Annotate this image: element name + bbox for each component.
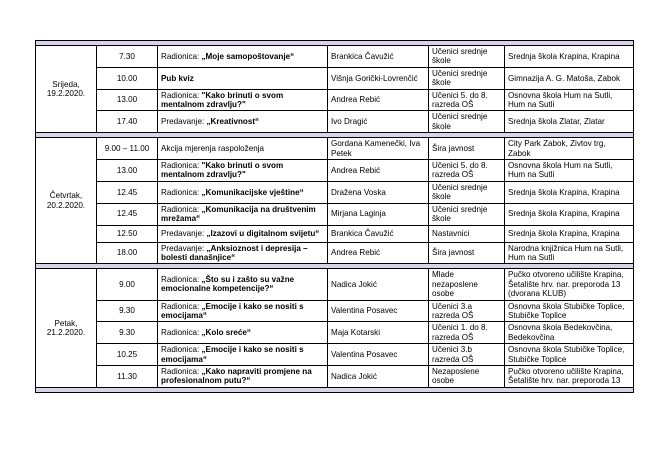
day-date: 20.2.2020. — [46, 200, 86, 210]
time-cell: 12.45 — [97, 203, 158, 225]
schedule-row — [36, 322, 634, 344]
day-label: Četvrtak, — [49, 191, 83, 201]
location-cell: Gimnazija A. G. Matoša, Zabok — [505, 67, 634, 89]
lead-cell: Nadica Jokić — [328, 365, 429, 387]
location-cell: Srednja škola Krapina, Krapina — [505, 181, 634, 203]
location-cell: Narodna knjižnica Hum na Sutli, Hum na Sutli — [505, 242, 634, 264]
audience-cell: Nastavnici — [429, 225, 505, 242]
schedule-table — [35, 40, 634, 393]
event-title: "Kako brinuti o svom mentalnom zdravlju?" — [161, 161, 284, 180]
lead-cell: Brankica Čavužić — [328, 46, 429, 68]
event-cell — [158, 344, 328, 366]
event-type: Radionica: — [161, 275, 202, 285]
event-title: „Kako napraviti promjene na profesionalnom putu?“ — [161, 366, 312, 386]
event-title: "Kako brinuti o svom mentalnom zdravlju?" — [161, 90, 284, 110]
day-cell — [36, 46, 97, 133]
time-cell: 12.50 — [97, 225, 158, 242]
day-date: 21.2.2020. — [46, 328, 86, 338]
event-type: Radionica: — [161, 90, 202, 100]
schedule-row — [36, 181, 634, 203]
event-type: Predavanje: — [161, 228, 207, 238]
lead-cell: Mirjana Laginja — [328, 203, 429, 225]
event-title: „Izazovi u digitalnom svijetu“ — [206, 228, 320, 238]
schedule-row — [36, 46, 634, 68]
schedule-row — [36, 344, 634, 366]
location-cell: Osnovna škola Bedekovčina, Bedekovčina — [505, 322, 634, 344]
lead-cell: Maja Kotarski — [328, 322, 429, 344]
event-type: Radionica: — [161, 345, 202, 355]
audience-cell: Mlade nezaposlene osobe — [429, 269, 505, 300]
time-cell: 13.00 — [97, 89, 158, 111]
event-title: „Kreativnost“ — [206, 117, 260, 127]
event-title: „Anksioznost i depresija – bolesti današnjice“ — [161, 243, 308, 262]
audience-cell: Učenici 5. do 8. razreda OŠ — [429, 160, 505, 182]
event-type: Radionica: — [161, 161, 202, 171]
event-title: „Komunikacijske vještine“ — [201, 187, 304, 197]
lead-cell: Gordana Kamenečki, Iva Petek — [328, 138, 429, 160]
day-label: Srijeda, — [52, 79, 80, 89]
event-title: „Što su i zašto su važne emocionalne kompetencije?“ — [161, 275, 295, 294]
event-cell — [158, 181, 328, 203]
event-title: „Emocije i kako se nositi s emocijama“ — [161, 345, 304, 364]
event-type: Radionica: — [161, 204, 202, 214]
schedule-row — [36, 269, 634, 300]
event-cell — [158, 46, 328, 68]
lead-cell: Valentina Posavec — [328, 344, 429, 366]
day-cell — [36, 138, 97, 264]
lead-cell: Andrea Rebić — [328, 160, 429, 182]
location-cell: Srednja škola Krapina, Krapina — [505, 203, 634, 225]
event-cell — [158, 203, 328, 225]
time-cell: 10.00 — [97, 67, 158, 89]
location-cell: Osnovna škola Stubičke Toplice, Stubičke Toplice — [505, 300, 634, 322]
event-cell — [158, 111, 328, 133]
event-type: Radionica: — [161, 301, 202, 311]
event-type: Radionica: — [161, 366, 202, 376]
event-type: Radionica: — [161, 328, 202, 338]
event-cell — [158, 89, 328, 111]
audience-cell: Učenici 3.a razreda OŠ — [429, 300, 505, 322]
schedule-row — [36, 365, 634, 387]
schedule-row — [36, 225, 634, 242]
time-cell: 9.00 — [97, 269, 158, 300]
day-date: 19.2.2020. — [46, 89, 86, 99]
lead-cell: Andrea Rebić — [328, 89, 429, 111]
time-cell: 13.00 — [97, 160, 158, 182]
event-title: „Moje samopoštovanje“ — [201, 51, 295, 61]
time-cell: 9.30 — [97, 300, 158, 322]
event-title: „Komunikacija na društvenim mrežama“ — [161, 204, 316, 224]
audience-cell: Učenici srednje škole — [429, 203, 505, 225]
event-cell — [158, 242, 328, 264]
audience-cell: Učenici 5. do 8. razreda OŠ — [429, 89, 505, 111]
audience-cell: Učenici srednje škole — [429, 46, 505, 68]
location-cell: Osnovna škola Hum na Sutli, Hum na Sutli — [505, 89, 634, 111]
audience-cell: Učenici srednje škole — [429, 67, 505, 89]
lead-cell: Višnja Gorički-Lovrenčić — [328, 67, 429, 89]
schedule-row — [36, 89, 634, 111]
time-cell: 9.30 — [97, 322, 158, 344]
lead-cell: Dražena Voska — [328, 181, 429, 203]
time-cell: 18.00 — [97, 242, 158, 264]
location-cell: Srednja škola Zlatar, Zlatar — [505, 111, 634, 133]
day-label: Petak, — [54, 318, 78, 328]
time-cell: 17.40 — [97, 111, 158, 133]
event-title: „Emocije i kako se nositi s emocijama“ — [161, 301, 304, 320]
schedule-row — [36, 203, 634, 225]
event-type: Radionica: — [161, 187, 202, 197]
event-cell — [158, 67, 328, 89]
event-cell — [158, 269, 328, 300]
audience-cell: Šira javnost — [429, 138, 505, 160]
lead-cell: Nadica Jokić — [328, 269, 429, 300]
event-cell — [158, 225, 328, 242]
event-type: Akcija mjerenja raspoloženja — [161, 143, 265, 153]
schedule-body — [36, 41, 634, 393]
lead-cell: Andrea Rebić — [328, 242, 429, 264]
location-cell: Srednja škola Krapina, Krapina — [505, 46, 634, 68]
day-cell — [36, 269, 97, 387]
lead-cell: Valentina Posavec — [328, 300, 429, 322]
event-cell — [158, 138, 328, 160]
event-type: Predavanje: — [161, 243, 207, 253]
schedule-row — [36, 160, 634, 182]
event-title: „Kolo sreće“ — [201, 328, 251, 338]
lead-cell: Brankica Čavužić — [328, 225, 429, 242]
day-separator — [36, 387, 634, 392]
audience-cell: Učenici 1. do 8. razreda OŠ — [429, 322, 505, 344]
location-cell: Srednja škola Krapina, Krapina — [505, 225, 634, 242]
time-cell: 11.30 — [97, 365, 158, 387]
time-cell: 12.45 — [97, 181, 158, 203]
time-cell: 7.30 — [97, 46, 158, 68]
audience-cell: Učenici srednje škole — [429, 181, 505, 203]
schedule-row — [36, 300, 634, 322]
time-cell: 10.25 — [97, 344, 158, 366]
schedule-row — [36, 242, 634, 264]
audience-cell: Nezaposlene osobe — [429, 365, 505, 387]
event-cell — [158, 160, 328, 182]
location-cell: Osnovna škola Hum na Sutli, Hum na Sutli — [505, 160, 634, 182]
location-cell: Pučko otvoreno učilište Krapina, Šetalište hrv. nar. preporoda 13 (dvorana KLUB) — [505, 269, 634, 300]
schedule-row — [36, 138, 634, 160]
event-type: Predavanje: — [161, 117, 207, 127]
lead-cell: Ivo Dragić — [328, 111, 429, 133]
location-cell: Pučko otvoreno učilište Krapina, Šetalište hrv. nar. preporoda 13 — [505, 365, 634, 387]
location-cell: Osnovna škola Stubičke Toplice, Stubičke Toplice — [505, 344, 634, 366]
audience-cell: Učenici 3.b razreda OŠ — [429, 344, 505, 366]
schedule-row — [36, 111, 634, 133]
time-cell: 9.00 – 11.00 — [97, 138, 158, 160]
event-cell — [158, 300, 328, 322]
event-cell — [158, 322, 328, 344]
event-type: Radionica: — [161, 51, 202, 61]
audience-cell: Učenici srednje škole — [429, 111, 505, 133]
separator-cell — [36, 387, 634, 392]
event-title: Pub kviz — [161, 73, 194, 83]
location-cell: City Park Zabok, Zivtov trg, Zabok — [505, 138, 634, 160]
event-cell — [158, 365, 328, 387]
schedule-row — [36, 67, 634, 89]
audience-cell: Šira javnost — [429, 242, 505, 264]
